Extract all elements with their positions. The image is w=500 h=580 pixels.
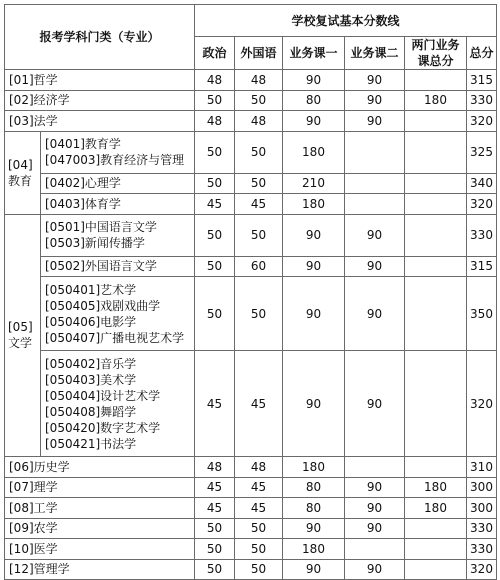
table-row [5, 477, 497, 498]
major-line: [050401]艺术学 [45, 282, 137, 297]
combined-total-cell: 180 [405, 90, 467, 111]
foreign-language-cell: 48 [235, 457, 283, 478]
total-cell: 300 [467, 477, 497, 498]
subject-name: [12]管理学 [5, 559, 195, 580]
course-one-cell: 90 [283, 559, 345, 580]
major-line: [050403]美术学 [45, 372, 137, 387]
major-line: [050420]数字艺术学 [45, 420, 161, 435]
foreign-language-cell: 50 [235, 518, 283, 539]
politics-cell: 50 [195, 90, 235, 111]
combined-total-cell [405, 111, 467, 132]
foreign-language-cell: 50 [235, 131, 283, 173]
course-two-cell: 90 [345, 351, 405, 457]
combined-total-cell [405, 539, 467, 560]
course-one-cell: 90 [283, 111, 345, 132]
total-cell: 325 [467, 131, 497, 173]
total-cell: 330 [467, 90, 497, 111]
course-two-cell [345, 457, 405, 478]
major-line: [0403]体育学 [45, 196, 121, 211]
table-row [5, 194, 497, 215]
combined-header-line: 两门业务 [411, 38, 460, 52]
course-one-cell: 180 [283, 457, 345, 478]
table-row [5, 214, 497, 256]
subject-name: [09]农学 [5, 518, 195, 539]
total-cell: 310 [467, 457, 497, 478]
politics-cell: 45 [195, 194, 235, 215]
col-header-course-one: 业务课一 [283, 37, 345, 70]
course-two-cell: 90 [345, 477, 405, 498]
politics-cell: 50 [195, 256, 235, 277]
subject-name: [08]工学 [5, 498, 195, 519]
major-line: [050407]广播电视艺术学 [45, 330, 185, 345]
col-header-course-two: 业务课二 [345, 37, 405, 70]
table-row [5, 559, 497, 580]
politics-cell: 45 [195, 498, 235, 519]
combined-total-cell [405, 70, 467, 91]
combined-total-cell [405, 256, 467, 277]
subject-name: [01]哲学 [5, 70, 195, 91]
subject-name: [06]历史学 [5, 457, 195, 478]
major-name [41, 131, 195, 173]
foreign-language-cell: 50 [235, 277, 283, 351]
combined-total-cell [405, 457, 467, 478]
table-row [5, 498, 497, 519]
politics-cell: 48 [195, 70, 235, 91]
course-two-cell: 90 [345, 277, 405, 351]
table-row [5, 277, 497, 351]
subject-name: [10]医学 [5, 539, 195, 560]
total-cell: 320 [467, 194, 497, 215]
combined-total-cell [405, 518, 467, 539]
total-cell: 300 [467, 498, 497, 519]
combined-total-cell [405, 559, 467, 580]
major-name [41, 214, 195, 256]
course-two-cell: 90 [345, 111, 405, 132]
subject-name: [07]理学 [5, 477, 195, 498]
politics-cell: 48 [195, 457, 235, 478]
politics-cell: 50 [195, 518, 235, 539]
major-line: [050421]书法学 [45, 436, 137, 451]
course-one-cell: 90 [283, 214, 345, 256]
combined-total-cell [405, 351, 467, 457]
combined-header-line: 课总分 [417, 54, 454, 68]
course-one-cell: 180 [283, 194, 345, 215]
foreign-language-cell: 45 [235, 351, 283, 457]
combined-total-cell: 180 [405, 477, 467, 498]
major-line: [0402]心理学 [45, 176, 121, 191]
course-one-cell: 90 [283, 256, 345, 277]
major-line: [050404]设计艺术学 [45, 388, 161, 403]
course-two-cell: 90 [345, 70, 405, 91]
course-one-cell: 80 [283, 498, 345, 519]
foreign-language-cell: 48 [235, 70, 283, 91]
foreign-language-cell: 48 [235, 111, 283, 132]
course-two-cell: 90 [345, 90, 405, 111]
total-cell: 315 [467, 256, 497, 277]
total-cell: 330 [467, 518, 497, 539]
subject-group-name [5, 214, 41, 457]
table-row [5, 351, 497, 457]
course-one-cell: 80 [283, 90, 345, 111]
major-line: [047003]教育经济与管理 [45, 153, 185, 167]
major-name [41, 194, 195, 215]
major-line: [0501]中国语言文学 [45, 220, 157, 234]
politics-cell: 50 [195, 173, 235, 194]
col-header-foreign-language: 外国语 [235, 37, 283, 70]
course-two-cell [345, 194, 405, 215]
combined-total-cell [405, 131, 467, 173]
table-row [5, 131, 497, 173]
course-two-cell: 90 [345, 214, 405, 256]
major-line: [050402]音乐学 [45, 356, 137, 371]
major-line: [050405]戏剧戏曲学 [45, 298, 161, 313]
course-two-cell [345, 173, 405, 194]
course-two-cell: 90 [345, 256, 405, 277]
major-name [41, 173, 195, 194]
group-name-line: 教育 [8, 173, 33, 188]
combined-total-cell: 180 [405, 498, 467, 519]
total-cell: 320 [467, 351, 497, 457]
col-header-politics: 政治 [195, 37, 235, 70]
total-cell: 320 [467, 559, 497, 580]
combined-total-cell [405, 214, 467, 256]
foreign-language-cell: 50 [235, 214, 283, 256]
table-row [5, 173, 497, 194]
total-cell: 350 [467, 277, 497, 351]
course-one-cell: 90 [283, 277, 345, 351]
subject-name: [03]法学 [5, 111, 195, 132]
table-row [5, 70, 497, 91]
politics-cell: 45 [195, 477, 235, 498]
major-line: [0502]外国语言文学 [45, 259, 157, 274]
course-two-cell: 90 [345, 498, 405, 519]
course-two-cell: 90 [345, 559, 405, 580]
foreign-language-cell: 50 [235, 90, 283, 111]
course-two-cell [345, 131, 405, 173]
politics-cell: 45 [195, 351, 235, 457]
table-row [5, 457, 497, 478]
politics-cell: 50 [195, 277, 235, 351]
politics-cell: 48 [195, 111, 235, 132]
foreign-language-cell: 50 [235, 539, 283, 560]
col-header-total: 总分 [467, 37, 497, 70]
politics-cell: 50 [195, 539, 235, 560]
table-row [5, 539, 497, 560]
subject-group-name [5, 131, 41, 214]
politics-cell: 50 [195, 131, 235, 173]
course-one-cell: 180 [283, 539, 345, 560]
subject-name: [02]经济学 [5, 90, 195, 111]
course-one-cell: 90 [283, 518, 345, 539]
course-one-cell: 180 [283, 131, 345, 173]
table-row [5, 111, 497, 132]
major-line: [0503]新闻传播学 [45, 236, 145, 250]
politics-cell: 50 [195, 559, 235, 580]
course-one-cell: 90 [283, 351, 345, 457]
course-two-cell: 90 [345, 518, 405, 539]
major-line: [0401]教育学 [45, 137, 121, 151]
group-title-header: 学校复试基本分数线 [195, 5, 497, 37]
course-two-cell [345, 539, 405, 560]
group-name-line: [04] [8, 157, 33, 172]
politics-cell: 50 [195, 214, 235, 256]
col-header-combined-total [405, 37, 467, 70]
total-cell: 340 [467, 173, 497, 194]
foreign-language-cell: 50 [235, 559, 283, 580]
combined-total-cell [405, 277, 467, 351]
score-table-container [4, 4, 497, 580]
foreign-language-cell: 45 [235, 498, 283, 519]
table-body [5, 70, 497, 580]
foreign-language-cell: 45 [235, 194, 283, 215]
total-cell: 330 [467, 214, 497, 256]
major-line: [050406]电影学 [45, 314, 137, 329]
table-row [5, 256, 497, 277]
foreign-language-cell: 50 [235, 173, 283, 194]
major-line: [050408]舞蹈学 [45, 404, 137, 419]
course-one-cell: 80 [283, 477, 345, 498]
combined-total-cell [405, 194, 467, 215]
score-table [4, 4, 497, 580]
total-cell: 315 [467, 70, 497, 91]
total-cell: 330 [467, 539, 497, 560]
foreign-language-cell: 60 [235, 256, 283, 277]
total-cell: 320 [467, 111, 497, 132]
foreign-language-cell: 45 [235, 477, 283, 498]
table-row [5, 518, 497, 539]
combined-total-cell [405, 173, 467, 194]
course-one-cell: 210 [283, 173, 345, 194]
major-name [41, 256, 195, 277]
group-name-line: 文学 [8, 336, 33, 351]
group-name-line: [05] [8, 320, 33, 335]
major-name [41, 351, 195, 457]
course-one-cell: 90 [283, 70, 345, 91]
major-name [41, 277, 195, 351]
category-header: 报考学科门类（专业） [5, 5, 195, 70]
table-row [5, 90, 497, 111]
